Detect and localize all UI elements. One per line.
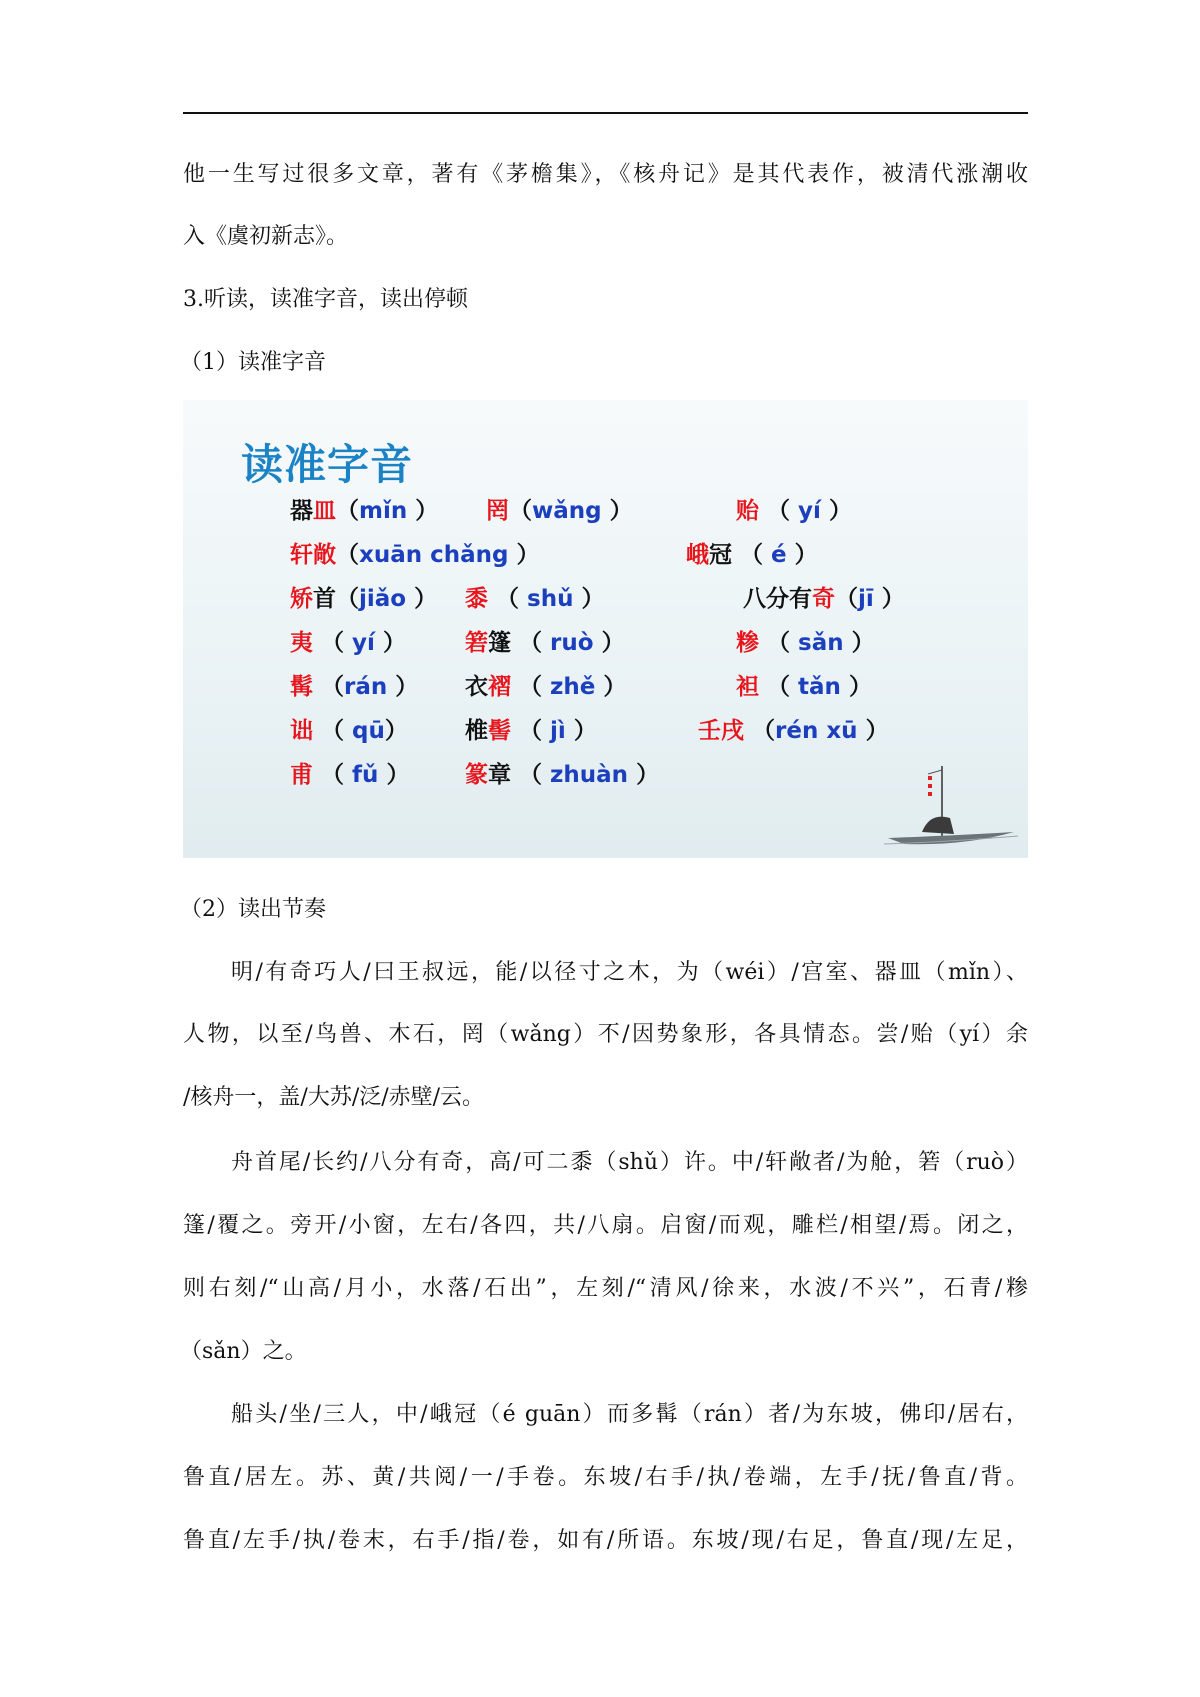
pinyin-entry: 峨冠 （ é ）	[686, 542, 818, 568]
text-line: 鲁直/居左。苏、黄/共阅/一/手卷。东坡/右手/执/卷端，左手/抚/鲁直/背。	[183, 1465, 1028, 1490]
pronunciation-panel	[183, 400, 1028, 858]
subsection-heading: （2）读出节奏	[180, 897, 326, 922]
pinyin-entry: 贻 （ yí ）	[736, 498, 852, 524]
pinyin-entry: 罔（wǎng ）	[486, 498, 633, 524]
pinyin-entry: 甫 （ fǔ ）	[290, 762, 410, 788]
text-line: 则右刻/“山高/月小，水落/石出”，左刻/“清风/徐来，水波/不兴”，石青/糁	[183, 1276, 1028, 1301]
text-line: 鲁直/左手/执/卷末，右手/指/卷，如有/所语。东坡/现/右足，鲁直/现/左足，	[183, 1528, 1028, 1553]
pinyin-entry: 夷 （ yí ）	[290, 630, 406, 656]
text-line: /核舟一，盖/大苏/泛/赤壁/云。	[183, 1085, 485, 1110]
pinyin-entry: 袒 （ tǎn ）	[736, 674, 872, 700]
text-line: 人物，以至/鸟兽、木石，罔（wǎng）不/因势象形，各具情态。尝/贻（yí）余	[183, 1022, 1028, 1047]
text-line: 明/有奇巧人/曰王叔远，能/以径寸之木，为（wéi）/宫室、器皿（mǐn）、	[231, 960, 1028, 985]
text-line: 船头/坐/三人，中/峨冠（é guān）而多髯（rán）者/为东坡，佛印/居右，	[231, 1402, 1028, 1427]
pinyin-entry: 壬戌 （rén xū ）	[698, 718, 889, 744]
text-line: 篷/覆之。旁开/小窗，左右/各四，共/八扇。启窗/而观，雕栏/相望/焉。闭之，	[183, 1213, 1028, 1238]
header-rule	[183, 112, 1028, 114]
pinyin-entry: 诎 （ qū）	[290, 718, 408, 744]
pinyin-entry: 箬篷 （ ruò ）	[465, 630, 625, 656]
panel-title: 读准字音	[241, 440, 414, 489]
pinyin-entry: 轩敞（xuān chǎng ）	[290, 542, 540, 568]
section-heading: 3.听读，读准字音，读出停顿	[183, 287, 468, 312]
text-line: 他一生写过很多文章，著有《茅檐集》，《核舟记》是其代表作，被清代涨潮收	[183, 162, 1028, 187]
text-line: 舟首尾/长约/八分有奇，高/可二黍（shǔ）许。中/轩敞者/为舱，箬（ruò）	[231, 1150, 1028, 1175]
pinyin-entry: 髯 （rán ）	[290, 674, 419, 700]
subsection-heading: （1）读准字音	[180, 350, 326, 375]
pinyin-entry: 椎髻 （ jì ）	[465, 718, 597, 744]
pinyin-entry: 黍 （ shǔ ）	[465, 586, 605, 612]
pinyin-entry: 篆章 （ zhuàn ）	[465, 762, 660, 788]
pinyin-entry: 八分有奇（jī ）	[743, 586, 905, 612]
pinyin-entry: 衣褶 （ zhě ）	[465, 674, 627, 700]
pinyin-entry: 器皿（mǐn ）	[290, 498, 439, 524]
pinyin-entry: 糁 （ sǎn ）	[736, 630, 875, 656]
pinyin-entry: 矫首（jiǎo ）	[290, 586, 438, 612]
text-line: （sǎn）之。	[180, 1339, 307, 1364]
boat-illustration	[884, 762, 1024, 852]
text-line: 入《虞初新志》。	[183, 224, 349, 249]
